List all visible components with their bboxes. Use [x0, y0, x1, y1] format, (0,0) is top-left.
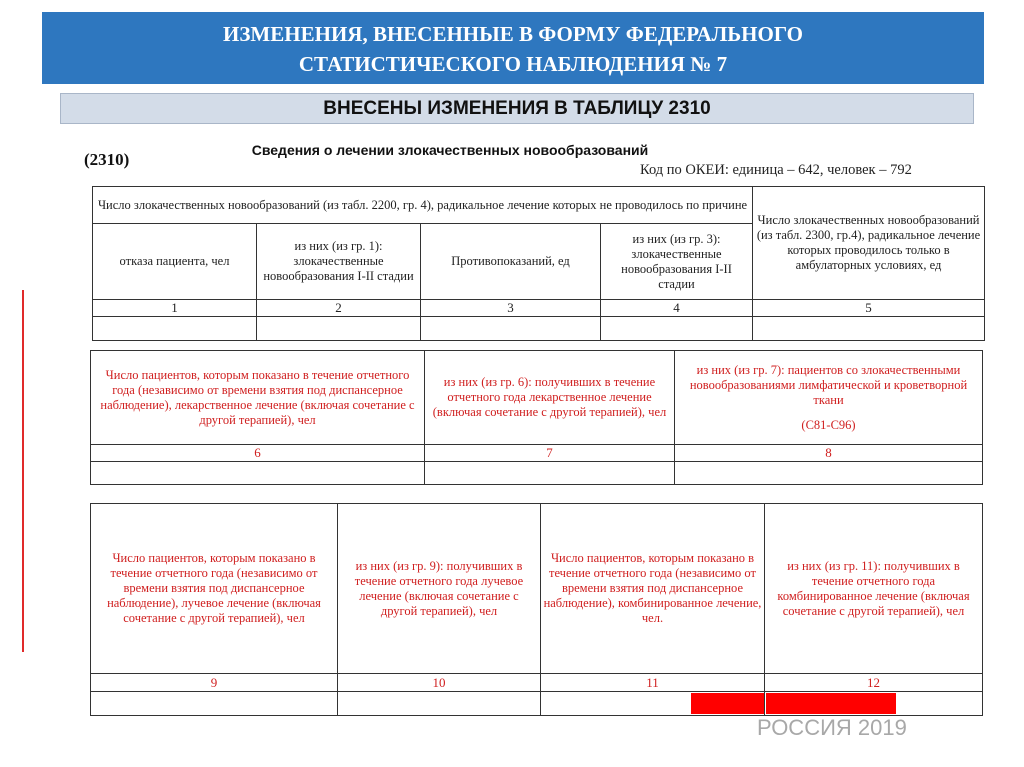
col10-header: из них (из гр. 9): получивших в течение отчетного года лучевое лечение (включая сочетание с другой терапией), чел	[338, 504, 541, 674]
footer-caption: РОССИЯ 2019	[757, 715, 907, 740]
col8-code: (С81-С96)	[801, 417, 856, 432]
col9-header: Число пациентов, которым показано в течение отчетного года (независимо от времени взятия под диспансерное наблюдение), лучевое лечение (включая сочетание с другой терапией), чел	[91, 504, 338, 674]
data-cell[interactable]	[675, 462, 983, 485]
col6-header: Число пациентов, которым показано в течение отчетного года (независимо от времени взятия под диспансерное наблюдение), лекарственное лечение (включая сочетание с другой терапией), чел	[91, 351, 425, 445]
col11-header: Число пациентов, которым показано в течение отчетного года (независимо от времени взятия под диспансерное наблюдение), комбинированное лечение, чел.	[541, 504, 765, 674]
data-cell[interactable]	[753, 317, 985, 341]
table-code: (2310)	[84, 150, 130, 169]
data-cell[interactable]	[601, 317, 753, 341]
table-2310-part2	[90, 350, 983, 485]
highlight-bar-col11	[691, 693, 764, 714]
left-red-rule	[22, 290, 24, 652]
data-cell[interactable]	[257, 317, 421, 341]
col3-header: Противопоказаний, ед	[421, 224, 601, 300]
okei-code: Код по ОКЕИ: единица – 642, человек – 792	[640, 162, 912, 178]
col-number: 6	[91, 445, 425, 462]
data-cell[interactable]	[425, 462, 675, 485]
col-number: 10	[338, 674, 541, 692]
col5-header: Число злокачественных новообразований (из табл. 2300, гр.4), радикальное лечение которых проводилось только в амбулаторных условиях, ед	[753, 187, 985, 300]
col-number: 11	[541, 674, 765, 692]
col7-header: из них (из гр. 6): получивших в течение отчетного года лекарственное лечение (включая сочетание с другой терапией), чел	[425, 351, 675, 445]
col-number: 9	[91, 674, 338, 692]
col8-header	[675, 351, 983, 445]
data-cell[interactable]	[91, 692, 338, 716]
data-cell[interactable]	[338, 692, 541, 716]
col-number: 12	[765, 674, 983, 692]
col-number: 8	[675, 445, 983, 462]
data-cell[interactable]	[91, 462, 425, 485]
highlight-bar-col12	[766, 693, 896, 714]
table-2310-part3	[90, 503, 983, 716]
col-number: 1	[93, 300, 257, 317]
col4-header: из них (из гр. 3): злокачественные новообразования I-II стадии	[601, 224, 753, 300]
table-2310-part1	[92, 186, 985, 341]
header-line-1: ИЗМЕНЕНИЯ, ВНЕСЕННЫЕ В ФОРМУ ФЕДЕРАЛЬНОГО	[223, 22, 803, 46]
col-number: 7	[425, 445, 675, 462]
col-number: 2	[257, 300, 421, 317]
col-number: 5	[753, 300, 985, 317]
header-line-2: СТАТИСТИЧЕСКОГО НАБЛЮДЕНИЯ № 7	[298, 52, 728, 76]
col12-header: из них (из гр. 11): получивших в течение отчетного года комбинированное лечение (включая сочетание с другой терапией), чел	[765, 504, 983, 674]
col1-header: отказа пациента, чел	[93, 224, 257, 300]
subheader: ВНЕСЕНЫ ИЗМЕНЕНИЯ В ТАБЛИЦУ 2310	[60, 93, 974, 124]
group-header-no-radical: Число злокачественных новообразований (из табл. 2200, гр. 4), радикальное лечение которых не проводилось по причине	[93, 187, 753, 224]
col8-title: из них (из гр. 7): пациентов со злокачественными новообразованиями лимфатической и кроветворной ткани	[689, 362, 968, 407]
col2-header: из них (из гр. 1): злокачественные новообразования I-II стадии	[257, 224, 421, 300]
data-cell[interactable]	[421, 317, 601, 341]
col-number: 4	[601, 300, 753, 317]
col-number: 3	[421, 300, 601, 317]
data-cell[interactable]	[93, 317, 257, 341]
header-banner	[42, 12, 984, 84]
table-title: Сведения о лечении злокачественных новообразований	[251, 142, 649, 158]
